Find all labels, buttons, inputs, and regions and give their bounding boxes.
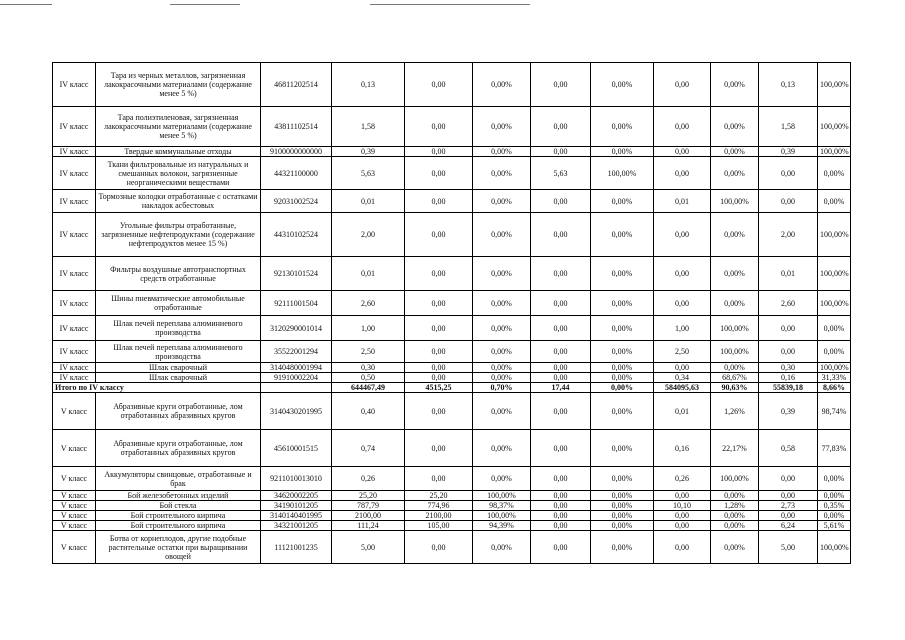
col-percent-3-cell: 0,00%: [473, 257, 531, 291]
col-percent-5-cell: 0,00%: [591, 373, 654, 383]
hazard-class-cell: IV класс: [53, 190, 96, 213]
col-value-6-cell: 0,01: [654, 190, 711, 213]
col-percent-9-cell: 100,00%: [818, 257, 851, 291]
waste-name-cell: Шлак печей переплава алюминиевого производства: [96, 316, 261, 341]
col-percent-3-cell: 94,39%: [473, 521, 531, 531]
col-value-4-cell: 0,00: [531, 511, 591, 521]
hazard-class-cell: IV класс: [53, 363, 96, 373]
scan-top-marks: [0, 0, 905, 12]
col-percent-7-cell: 0,00%: [711, 147, 759, 157]
col-value-4-cell: 0,00: [531, 531, 591, 564]
col-percent-3-cell: 0,00%: [473, 291, 531, 316]
fkko-code-cell: 11121001235: [261, 531, 332, 564]
amount-cell: 0,40: [332, 393, 405, 430]
col-value-2-cell: 774,96: [405, 501, 473, 511]
col-percent-9-cell: 0,00%: [818, 341, 851, 363]
col-value-2-cell: 0,00: [405, 157, 473, 190]
col-percent-5-cell: 0,00%: [591, 430, 654, 467]
table-row: [53, 501, 851, 511]
table-row: [53, 521, 851, 531]
col-percent-9-cell: 100,00%: [818, 147, 851, 157]
col-percent-9-cell: 0,00%: [818, 491, 851, 501]
col-value-2-cell: 0,00: [405, 373, 473, 383]
col-percent-3-cell: 0,00%: [473, 63, 531, 107]
col-value-8-cell: 0,00: [759, 341, 818, 363]
col-value-8-cell: 1,58: [759, 107, 818, 147]
col-percent-3-cell: 0,00%: [473, 373, 531, 383]
col-value-4-cell: 0,00: [531, 467, 591, 491]
hazard-class-cell: IV класс: [53, 157, 96, 190]
col-percent-7-cell: 0,00%: [711, 213, 759, 257]
col-percent-5-cell: 100,00%: [591, 157, 654, 190]
waste-table: [52, 62, 851, 564]
col-percent-3-cell: 0,00%: [473, 467, 531, 491]
col-value-2-cell: 0,00: [405, 147, 473, 157]
col-value-6-cell: 0,00: [654, 291, 711, 316]
amount-cell: 787,79: [332, 501, 405, 511]
col-value-6-cell: 0,00: [654, 257, 711, 291]
table-row: [53, 316, 851, 341]
col-value-4-cell: 0,00: [531, 291, 591, 316]
col-value-6-cell: 0,00: [654, 521, 711, 531]
col-percent-9-cell: 100,00%: [818, 107, 851, 147]
col-percent-7-cell: 0,00%: [711, 363, 759, 373]
col-percent-3-cell: 100,00%: [473, 511, 531, 521]
col-value-8-cell: 0,58: [759, 430, 818, 467]
hazard-class-cell: IV класс: [53, 257, 96, 291]
table-row: [53, 190, 851, 213]
amount-cell: 2,50: [332, 341, 405, 363]
amount-cell: 111,24: [332, 521, 405, 531]
table-row: [53, 467, 851, 491]
waste-name-cell: Шлак печей переплава алюминиевого производства: [96, 341, 261, 363]
col-percent-7-cell: 0,00%: [711, 63, 759, 107]
fkko-code-cell: 3120290001014: [261, 316, 332, 341]
waste-name-cell: Твердые коммунальные отходы: [96, 147, 261, 157]
col-value-2-cell: 0,00: [405, 363, 473, 373]
col-percent-5-cell: 0,00%: [591, 341, 654, 363]
fkko-code-cell: [261, 383, 332, 393]
col-percent-5-cell: 0,00%: [591, 63, 654, 107]
col-value-8-cell: 0,39: [759, 393, 818, 430]
col-percent-3-cell: 0,70%: [473, 383, 531, 393]
fkko-code-cell: 9211010013010: [261, 467, 332, 491]
col-percent-7-cell: 1,28%: [711, 501, 759, 511]
fkko-code-cell: 34190101205: [261, 501, 332, 511]
amount-cell: 0,74: [332, 430, 405, 467]
fkko-code-cell: 34620002205: [261, 491, 332, 501]
col-percent-5-cell: 0,00%: [591, 491, 654, 501]
col-percent-9-cell: 100,00%: [818, 63, 851, 107]
fkko-code-cell: 3140140401995: [261, 511, 332, 521]
hazard-class-cell: IV класс: [53, 291, 96, 316]
col-value-4-cell: 0,00: [531, 257, 591, 291]
col-value-8-cell: 2,60: [759, 291, 818, 316]
waste-name-cell: Абразивные круги отработанные, лом отработанных абразивных кругов: [96, 430, 261, 467]
fkko-code-cell: 45610001515: [261, 430, 332, 467]
col-value-6-cell: 0,00: [654, 491, 711, 501]
col-value-8-cell: 0,01: [759, 257, 818, 291]
col-value-4-cell: 0,00: [531, 341, 591, 363]
col-percent-9-cell: 77,83%: [818, 430, 851, 467]
hazard-class-cell: V класс: [53, 467, 96, 491]
hazard-class-cell: IV класс: [53, 63, 96, 107]
col-percent-7-cell: 0,00%: [711, 531, 759, 564]
col-percent-3-cell: 0,00%: [473, 341, 531, 363]
col-value-4-cell: 0,00: [531, 213, 591, 257]
col-value-8-cell: 5,00: [759, 531, 818, 564]
table-row: [53, 107, 851, 147]
col-value-4-cell: 0,00: [531, 363, 591, 373]
col-percent-7-cell: 100,00%: [711, 190, 759, 213]
amount-cell: 644467,49: [332, 383, 405, 393]
col-percent-5-cell: 0,00%: [591, 393, 654, 430]
col-value-8-cell: 0,00: [759, 491, 818, 501]
col-percent-7-cell: 0,00%: [711, 521, 759, 531]
col-value-8-cell: 2,73: [759, 501, 818, 511]
col-value-2-cell: 0,00: [405, 63, 473, 107]
total-row: [53, 383, 851, 393]
waste-name-cell: Фильтры воздушные автотранспортных средств отработанные: [96, 257, 261, 291]
hazard-class-cell: V класс: [53, 501, 96, 511]
col-percent-9-cell: 0,00%: [818, 467, 851, 491]
col-percent-3-cell: 100,00%: [473, 491, 531, 501]
col-value-8-cell: 2,00: [759, 213, 818, 257]
table-row: [53, 341, 851, 363]
col-value-6-cell: 0,00: [654, 213, 711, 257]
col-percent-7-cell: 100,00%: [711, 316, 759, 341]
waste-name-cell: Угольные фильтры отработанные, загрязненные нефтепродуктами (содержание нефтепродуктов менее 15 %): [96, 213, 261, 257]
col-percent-5-cell: 0,00%: [591, 531, 654, 564]
col-percent-7-cell: 0,00%: [711, 291, 759, 316]
col-value-2-cell: 25,20: [405, 491, 473, 501]
table-row: [53, 291, 851, 316]
waste-name-cell: Тара полиэтиленовая, загрязненная лакокрасочными материалами (содержание менее 5 %): [96, 107, 261, 147]
hazard-class-cell: IV класс: [53, 147, 96, 157]
col-value-4-cell: 0,00: [531, 107, 591, 147]
amount-cell: 2100,00: [332, 511, 405, 521]
col-value-4-cell: 0,00: [531, 393, 591, 430]
col-value-2-cell: 0,00: [405, 531, 473, 564]
col-percent-9-cell: 98,74%: [818, 393, 851, 430]
col-percent-9-cell: 100,00%: [818, 213, 851, 257]
col-value-6-cell: 0,00: [654, 511, 711, 521]
col-percent-5-cell: 0,00%: [591, 213, 654, 257]
hazard-class-cell: V класс: [53, 531, 96, 564]
col-percent-5-cell: 0,00%: [591, 383, 654, 393]
col-value-8-cell: 0,00: [759, 467, 818, 491]
col-value-2-cell: 2100,00: [405, 511, 473, 521]
amount-cell: 0,30: [332, 363, 405, 373]
col-value-6-cell: 0,34: [654, 373, 711, 383]
fkko-code-cell: 92031002524: [261, 190, 332, 213]
table-row: [53, 491, 851, 501]
col-percent-9-cell: 100,00%: [818, 363, 851, 373]
fkko-code-cell: 44310102524: [261, 213, 332, 257]
col-value-6-cell: 0,00: [654, 107, 711, 147]
col-value-8-cell: 0,16: [759, 373, 818, 383]
col-percent-5-cell: 0,00%: [591, 501, 654, 511]
col-percent-9-cell: 0,00%: [818, 190, 851, 213]
waste-name-cell: Тормозные колодки отработанные с остатками накладок асбестовых: [96, 190, 261, 213]
col-percent-7-cell: 90,63%: [711, 383, 759, 393]
col-percent-9-cell: 31,33%: [818, 373, 851, 383]
fkko-code-cell: 3140430201995: [261, 393, 332, 430]
hazard-class-cell: V класс: [53, 521, 96, 531]
col-value-4-cell: 0,00: [531, 316, 591, 341]
col-value-6-cell: 0,01: [654, 393, 711, 430]
waste-name-cell: Ткани фильтровальные из натуральных и смешанных волокон, загрязненные неорганическими веществами: [96, 157, 261, 190]
table-row: [53, 147, 851, 157]
waste-name-cell: Тара из черных металлов, загрязненная лакокрасочными материалами (содержание менее 5 %): [96, 63, 261, 107]
waste-name-cell: Абразивные круги отработанные, лом отработанных абразивных кругов: [96, 393, 261, 430]
amount-cell: 25,20: [332, 491, 405, 501]
table-row: [53, 63, 851, 107]
col-value-6-cell: 0,00: [654, 531, 711, 564]
col-percent-5-cell: 0,00%: [591, 511, 654, 521]
waste-name-cell: Аккумуляторы свинцовые, отработанные и брак: [96, 467, 261, 491]
hazard-class-cell: IV класс: [53, 341, 96, 363]
col-percent-9-cell: 0,00%: [818, 316, 851, 341]
col-value-6-cell: 2,50: [654, 341, 711, 363]
amount-cell: 5,63: [332, 157, 405, 190]
col-percent-9-cell: 5,61%: [818, 521, 851, 531]
amount-cell: 0,13: [332, 63, 405, 107]
col-value-2-cell: 0,00: [405, 213, 473, 257]
hazard-class-cell: IV класс: [53, 373, 96, 383]
table-row: [53, 363, 851, 373]
hazard-class-cell: V класс: [53, 430, 96, 467]
hazard-class-cell: V класс: [53, 491, 96, 501]
fkko-code-cell: 92130101524: [261, 257, 332, 291]
col-percent-5-cell: 0,00%: [591, 190, 654, 213]
col-percent-5-cell: 0,00%: [591, 147, 654, 157]
hazard-class-cell: IV класс: [53, 316, 96, 341]
col-value-8-cell: 0,30: [759, 363, 818, 373]
col-value-4-cell: 0,00: [531, 521, 591, 531]
col-value-8-cell: 6,24: [759, 521, 818, 531]
col-value-2-cell: 105,00: [405, 521, 473, 531]
col-value-4-cell: 0,00: [531, 147, 591, 157]
col-percent-9-cell: 0,00%: [818, 511, 851, 521]
waste-name-cell: Бой железобетонных изделий: [96, 491, 261, 501]
table-row: [53, 213, 851, 257]
col-percent-9-cell: 100,00%: [818, 291, 851, 316]
col-value-2-cell: 0,00: [405, 393, 473, 430]
col-value-4-cell: 5,63: [531, 157, 591, 190]
waste-name-cell: Бой строительного кирпича: [96, 511, 261, 521]
amount-cell: 2,60: [332, 291, 405, 316]
col-percent-5-cell: 0,00%: [591, 257, 654, 291]
col-percent-7-cell: 68,67%: [711, 373, 759, 383]
table-row: [53, 157, 851, 190]
col-percent-3-cell: 0,00%: [473, 190, 531, 213]
col-value-6-cell: 0,00: [654, 363, 711, 373]
col-percent-7-cell: 100,00%: [711, 467, 759, 491]
col-percent-3-cell: 0,00%: [473, 316, 531, 341]
col-value-2-cell: 0,00: [405, 291, 473, 316]
fkko-code-cell: 91910002204: [261, 373, 332, 383]
col-percent-7-cell: 0,00%: [711, 511, 759, 521]
col-percent-9-cell: 0,35%: [818, 501, 851, 511]
col-value-4-cell: 0,00: [531, 373, 591, 383]
col-percent-5-cell: 0,00%: [591, 107, 654, 147]
col-percent-5-cell: 0,00%: [591, 291, 654, 316]
col-percent-3-cell: 98,37%: [473, 501, 531, 511]
fkko-code-cell: 9100000000000: [261, 147, 332, 157]
col-value-8-cell: 0,00: [759, 511, 818, 521]
fkko-code-cell: 46811202514: [261, 63, 332, 107]
hazard-class-cell: IV класс: [53, 107, 96, 147]
waste-name-cell: Бой строительного кирпича: [96, 521, 261, 531]
waste-name-cell: Бой стекла: [96, 501, 261, 511]
col-value-2-cell: 0,00: [405, 316, 473, 341]
amount-cell: 2,00: [332, 213, 405, 257]
table-row: [53, 373, 851, 383]
col-value-6-cell: 0,16: [654, 430, 711, 467]
col-value-2-cell: 4515,25: [405, 383, 473, 393]
col-percent-3-cell: 0,00%: [473, 393, 531, 430]
col-value-2-cell: 0,00: [405, 107, 473, 147]
amount-cell: 5,00: [332, 531, 405, 564]
total-label: Итого по IV классу: [53, 383, 261, 393]
col-value-2-cell: 0,00: [405, 190, 473, 213]
col-value-8-cell: 0,00: [759, 157, 818, 190]
col-value-6-cell: 0,00: [654, 63, 711, 107]
fkko-code-cell: 92111001504: [261, 291, 332, 316]
col-percent-3-cell: 0,00%: [473, 157, 531, 190]
table-row: [53, 257, 851, 291]
col-value-4-cell: 0,00: [531, 63, 591, 107]
col-percent-3-cell: 0,00%: [473, 213, 531, 257]
amount-cell: 1,00: [332, 316, 405, 341]
col-value-2-cell: 0,00: [405, 430, 473, 467]
waste-table-body: [53, 63, 851, 564]
col-value-4-cell: 0,00: [531, 501, 591, 511]
fkko-code-cell: 43811102514: [261, 107, 332, 147]
col-percent-7-cell: 0,00%: [711, 157, 759, 190]
col-value-4-cell: 17,44: [531, 383, 591, 393]
fkko-code-cell: 34321001205: [261, 521, 332, 531]
col-percent-7-cell: 100,00%: [711, 341, 759, 363]
waste-name-cell: Ботва от корнеплодов, другие подобные растительные остатки при выращивании овощей: [96, 531, 261, 564]
col-value-8-cell: 0,00: [759, 190, 818, 213]
col-value-6-cell: 584095,63: [654, 383, 711, 393]
col-percent-5-cell: 0,00%: [591, 363, 654, 373]
col-percent-3-cell: 0,00%: [473, 107, 531, 147]
table-row: [53, 393, 851, 430]
amount-cell: 0,50: [332, 373, 405, 383]
col-value-6-cell: 0,00: [654, 147, 711, 157]
fkko-code-cell: 3140480001994: [261, 363, 332, 373]
col-percent-5-cell: 0,00%: [591, 316, 654, 341]
col-percent-5-cell: 0,00%: [591, 521, 654, 531]
col-percent-3-cell: 0,00%: [473, 363, 531, 373]
waste-name-cell: Шлак сварочный: [96, 363, 261, 373]
table-row: [53, 531, 851, 564]
table-row: [53, 430, 851, 467]
col-percent-9-cell: 0,00%: [818, 157, 851, 190]
waste-name-cell: Шлак сварочный: [96, 373, 261, 383]
waste-name-cell: Шины пневматические автомобильные отработанные: [96, 291, 261, 316]
amount-cell: 0,39: [332, 147, 405, 157]
col-value-8-cell: 0,13: [759, 63, 818, 107]
col-value-6-cell: 0,00: [654, 157, 711, 190]
col-value-6-cell: 1,00: [654, 316, 711, 341]
col-percent-7-cell: 0,00%: [711, 257, 759, 291]
col-percent-7-cell: 1,26%: [711, 393, 759, 430]
fkko-code-cell: 35522001294: [261, 341, 332, 363]
col-value-2-cell: 0,00: [405, 257, 473, 291]
amount-cell: 0,26: [332, 467, 405, 491]
col-percent-3-cell: 0,00%: [473, 147, 531, 157]
table-row: [53, 511, 851, 521]
hazard-class-cell: V класс: [53, 511, 96, 521]
col-percent-5-cell: 0,00%: [591, 467, 654, 491]
col-value-8-cell: 0,39: [759, 147, 818, 157]
hazard-class-cell: IV класс: [53, 213, 96, 257]
hazard-class-cell: V класс: [53, 393, 96, 430]
col-value-4-cell: 0,00: [531, 430, 591, 467]
col-value-8-cell: 55839,18: [759, 383, 818, 393]
col-value-8-cell: 0,00: [759, 316, 818, 341]
col-value-4-cell: 0,00: [531, 190, 591, 213]
col-value-6-cell: 0,26: [654, 467, 711, 491]
amount-cell: 0,01: [332, 257, 405, 291]
amount-cell: 1,58: [332, 107, 405, 147]
fkko-code-cell: 44321100000: [261, 157, 332, 190]
col-value-6-cell: 10,10: [654, 501, 711, 511]
col-percent-9-cell: 8,66%: [818, 383, 851, 393]
amount-cell: 0,01: [332, 190, 405, 213]
col-value-2-cell: 0,00: [405, 341, 473, 363]
col-percent-3-cell: 0,00%: [473, 430, 531, 467]
col-percent-3-cell: 0,00%: [473, 531, 531, 564]
col-value-2-cell: 0,00: [405, 467, 473, 491]
col-percent-9-cell: 100,00%: [818, 531, 851, 564]
col-percent-7-cell: 0,00%: [711, 107, 759, 147]
col-percent-7-cell: 0,00%: [711, 491, 759, 501]
col-value-4-cell: 0,00: [531, 491, 591, 501]
col-percent-7-cell: 22,17%: [711, 430, 759, 467]
